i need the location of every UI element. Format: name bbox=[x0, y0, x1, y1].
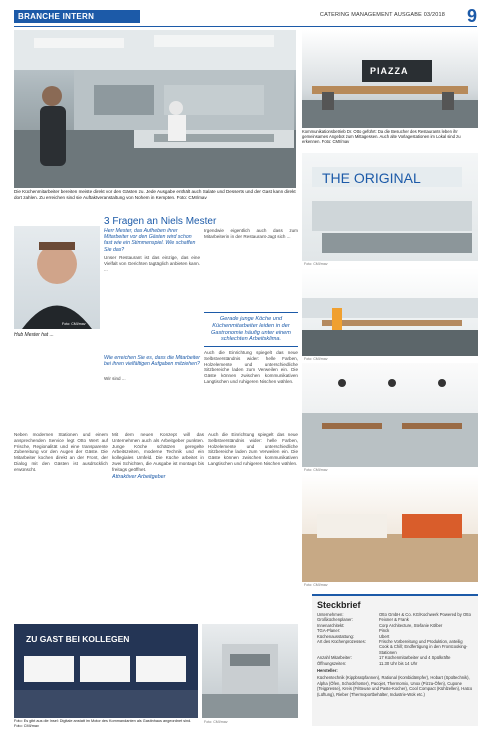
interview-headline: 3 Fragen an Niels Mester bbox=[104, 216, 217, 227]
answer-3-text: Irgendwie eigentlich auch dass zum Mitarbeiterin in der Restaurant-Jagt sich ... bbox=[204, 228, 298, 239]
intro-text: Hub Mester hat ... bbox=[14, 332, 54, 338]
row-key: Innenarchitekt: bbox=[317, 622, 345, 628]
kitchen-photo bbox=[14, 30, 296, 188]
row-key: Großküchenplaner: bbox=[317, 617, 353, 623]
row-value: Ubert bbox=[379, 633, 390, 639]
credit-3: Foto: CMI/mav bbox=[304, 468, 328, 472]
interview-col-3b bbox=[204, 350, 298, 428]
row-key: TGA-Planer: bbox=[317, 628, 341, 634]
pull-quote: Gerade junge Köche und Küchenmitarbeiter leiden in der Gastronomie häufig unter einem schlechten Arbeitsklima. bbox=[204, 312, 298, 347]
steckbrief-row bbox=[312, 639, 478, 655]
answer-2-text: Wir sind ... bbox=[104, 376, 126, 381]
steckbrief-title: Steckbrief bbox=[317, 600, 361, 610]
coffee-machine-photo bbox=[202, 624, 298, 718]
row-value: Pinck bbox=[379, 628, 390, 634]
row-key: Öffnungszeiten: bbox=[317, 660, 347, 666]
body-col-2 bbox=[112, 432, 204, 620]
row-value: Corp Architecture, Stefanie Kölber bbox=[379, 622, 443, 628]
subhead-arbeitgeber: Attraktiver Arbeitgeber bbox=[112, 473, 166, 480]
body-col-3-text: Auch die Einrichtung spiegelt das neue Selbstverständnis wider: helle Farben, Holzelemente und unterschiedliche Sitzbereiche laden zum Verweilen ein. Die Gäste können zwischen kommunikativen Langtischen und ruhigeren Nischen wählen. bbox=[208, 432, 298, 466]
section-tag: BRANCHE INTERN bbox=[14, 10, 140, 23]
col-3-text: Auch die Einrichtung spiegelt das neue Selbstverständnis wider: helle Farben, Holzelemente und unterschiedliche Sitzbereiche laden zum Verweilen ein. Die Gäste können zwischen kommunikativen Langtischen und ruhigeren Nischen wählen. bbox=[204, 350, 298, 384]
kitchen-scene-image bbox=[14, 30, 296, 188]
piazza-scene-image bbox=[302, 30, 478, 128]
portrait-credit: Foto: CMI/mav bbox=[62, 322, 86, 326]
row-value: Feixner & Frank bbox=[379, 617, 409, 623]
seating-photo bbox=[302, 268, 478, 356]
piazza-photo-caption: Kommunikationsbetrieb Dr. Otto geführt: Da die Besucher des Restaurants leben ihr gemeinsames Angebot zum Mittagessen. Auch alte Vorlagestationen im Lokal sind zu erkennen. Foto: CMI/mav bbox=[302, 129, 461, 145]
kollegen-banner-text: ZU GAST BEI KOLLEGEN bbox=[26, 634, 130, 644]
kollegen-caption: Foto: Es gibt aus die Insel: Digitale anstatt im Motor des Kommandanten als Gastinhaus angeordnet sind. Foto: CMI/mav bbox=[14, 719, 192, 728]
credit-4: Foto: CMI/mav bbox=[304, 583, 328, 587]
kitchen-photo-caption: Die Küchenmitarbeiter bereiten meiste direkt vor den Gästen zu. Jede Ausgabe enthält auch Salate und Desserts und der Gast kann direkt dort zahlen. Zu erreichen sind sie Auftaktveranstaltung von Nohem in Kempten. Foto: CMI/mav bbox=[14, 189, 296, 200]
header-rule bbox=[14, 26, 477, 27]
interview-answer-1 bbox=[104, 255, 200, 353]
row-value: Otto GmbH & Co. KG/Kochwerk Powered by Otto bbox=[379, 612, 471, 617]
hersteller-label: Hersteller: bbox=[317, 668, 338, 674]
body-col-1-text: Neben modernen Stationen und einem ansprechenden Service legt Otto Wert auf Frische, Regionalität und eine transparente Zubereitung vor den Augen der Gäste. Die Mitarbeiter kochen direkt an der Front, der Dialog mit den Gästen ist ausdrücklich erwünscht. bbox=[14, 432, 108, 472]
row-value: 11.30 Uhr bis 14 Uhr bbox=[379, 660, 418, 666]
dining-hall-photo bbox=[302, 363, 478, 467]
credit-2: Foto: CMI/mav bbox=[304, 357, 328, 361]
row-value: 17 Küchenmitarbeiter und 4 Spülkräfte bbox=[379, 655, 451, 661]
body-col-3 bbox=[208, 432, 298, 620]
row-key: Art des Küchenprozesses: bbox=[317, 639, 366, 645]
original-sign-image bbox=[302, 153, 478, 261]
portrait-image bbox=[14, 226, 100, 329]
steckbrief-row bbox=[312, 661, 478, 666]
kollegen-banner-photo bbox=[14, 624, 198, 718]
interview-intro bbox=[14, 332, 100, 428]
dining-hall-image bbox=[302, 363, 478, 467]
hersteller-list: Küchentechnik (Kippbratpfannen), Rational (Kombidämpfer), Hobart (Spültechnik), Alpha (Öfen, Schockfroster), Pacojet, Thermomix, Unox (Pizza-Öfen), Cupone (Teigpresse), Kreis (Fritteuse und Paste-Kocher), Cool Compact (Kühlzellen), Hatco (Lüftung), Rieber (Thermoportbehälter, Industrie-Wok etc.) bbox=[317, 675, 473, 697]
row-key: Anzahl Mitarbeiter: bbox=[317, 655, 352, 661]
lounge-image bbox=[302, 474, 478, 582]
svg-text:THE ORIGINAL: THE ORIGINAL bbox=[322, 170, 421, 186]
original-sign-photo bbox=[302, 153, 478, 261]
lounge-photo bbox=[302, 474, 478, 582]
page-number: 9 bbox=[466, 6, 477, 26]
interview-question-2: Wie erreichen Sie es, dass die Mitarbeiter bei ihren vielfältigen Aufgaben mitziehen? bbox=[104, 355, 200, 368]
portrait-photo bbox=[14, 226, 100, 329]
piazza-sign: PIAZZA bbox=[370, 66, 409, 76]
steckbrief-box bbox=[312, 594, 478, 726]
row-key: Unternehmen: bbox=[317, 612, 344, 617]
interview-col-3 bbox=[204, 228, 298, 308]
answer-1-text: Unser Restaurant ist das einzige, das eine Vielfalt von Gerichten tagtäglich anbieten kann. ... bbox=[104, 255, 200, 272]
body-col-2-text: Mit dem neuen Konzept will das Unternehmen auch als Arbeitgeber punkten. Junge Köche schätzen geregelte Arbeitszeiten, moderne Technik und ein kollegiales Umfeld. Die Küche arbeitet in zwei Schichten, die Ausgabe ist montags bis freitags geöffnet. bbox=[112, 432, 204, 472]
piazza-photo bbox=[302, 30, 478, 128]
row-value: Frische Vorbereitung und Produktion, anteilig Cook & Chill; Endfertigung in den Frontcooking-Stationen bbox=[379, 639, 468, 655]
interview-question-1: Herr Mester, das Aufheben ihrer Mitarbeiter vor den Gästen wird schon fast wie ein Stimmenspiel. Wie schaffen Sie das? bbox=[104, 228, 196, 253]
magazine-header: CATERING MANAGEMENT AUSGABE 03/2018 bbox=[319, 12, 445, 18]
credit-5: Foto: CMI/mav bbox=[204, 720, 228, 724]
credit-1: Foto: CMI/mav bbox=[304, 262, 328, 266]
row-key: Küchenausstattung: bbox=[317, 633, 355, 639]
seating-image bbox=[302, 268, 478, 356]
coffee-machine-image bbox=[202, 624, 298, 718]
body-col-1 bbox=[14, 432, 108, 620]
interview-answer-2 bbox=[104, 376, 200, 428]
